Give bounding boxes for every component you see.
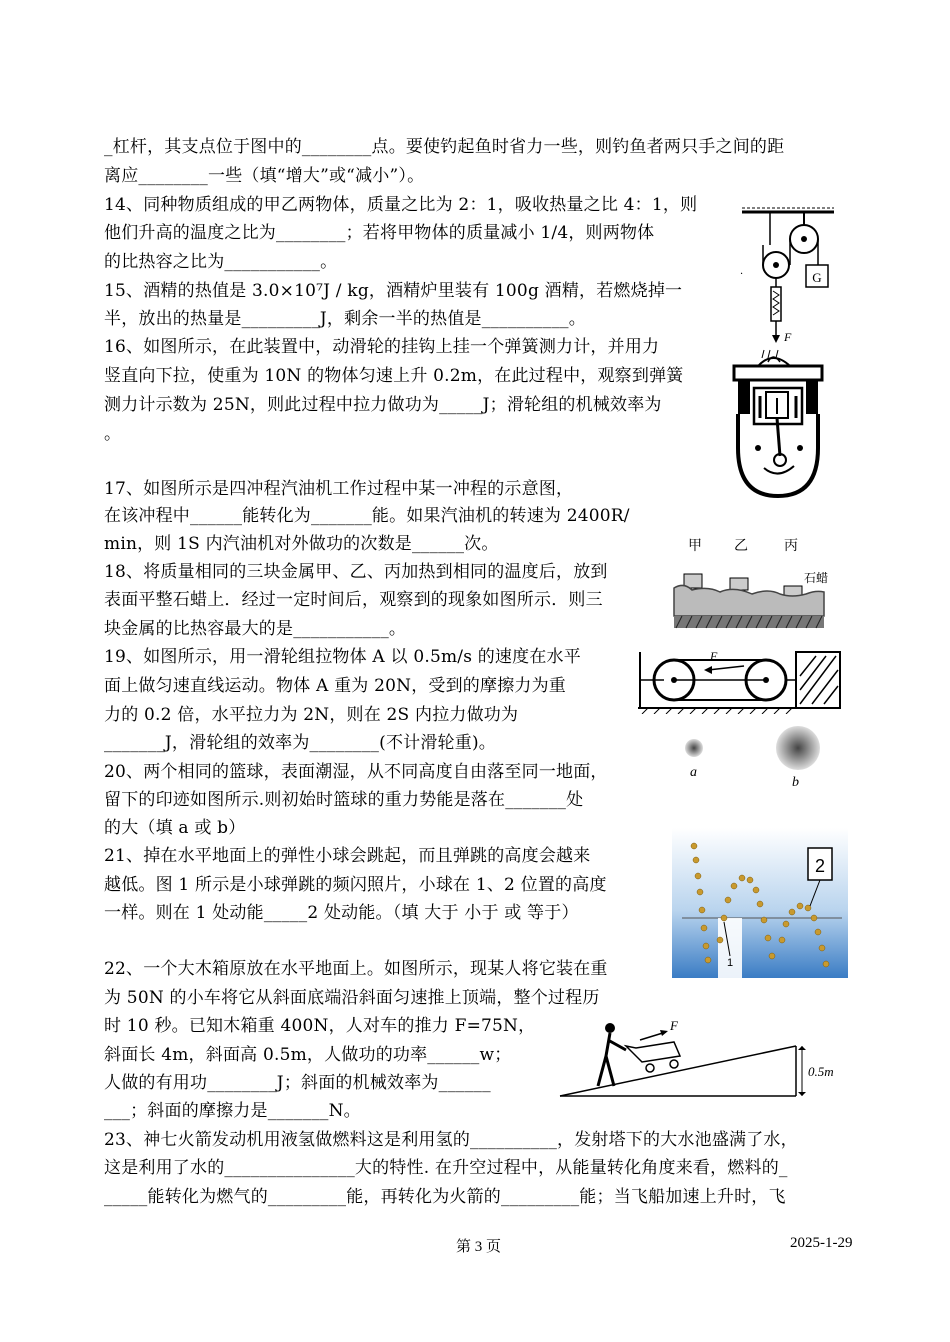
text-line: 19、如图所示，用一滑轮组拉物体 A 以 0.5m/s 的速度在水平 [104,647,581,667]
text-line: 越低。图 1 所示是小球弹跳的频闪照片，小球在 1、2 位置的高度 [104,875,607,895]
text-line: 为 50N 的小车将它从斜面底端沿斜面匀速推上顶端，整个过程历 [104,988,600,1008]
text-line: 15、酒精的热值是 3.0×10⁷J / kg，酒精炉里装有 100g 酒精，若燃烧掉一 [104,281,683,301]
text-line: 22、一个大木箱原放在水平地面上。如图所示，现某人将它装在重 [104,959,608,979]
imprint-label-b: b [792,775,799,790]
text-line: 半，放出的热量是_________J，剩余一半的热值是__________。 [104,309,586,329]
metals-on-wax-figure [672,536,840,632]
text-line: _杠杆，其支点位于图中的________点。要使钓起鱼时省力一些，则钓鱼者两只手之间的距 [104,137,785,157]
position-label-1: 1 [726,957,734,969]
text-line: 23、神七火箭发动机用液氢做燃料这是利用氢的__________，发射塔下的大水池盛满了水， [104,1130,798,1150]
text-line: 时 10 秒。已知木箱重 400N，人对车的推力 F=75N， [104,1016,536,1036]
text-line: _____能转化为燃气的_________能，再转化为火箭的_________能；当飞船加速上升时，飞 [104,1187,786,1207]
pull-force-label: F [710,649,718,663]
text-line: _______J，滑轮组的效率为________(不计滑轮重)。 [104,733,496,753]
text-line: 斜面长 4m，斜面高 0.5m，人做功的功率______w； [104,1045,512,1065]
text-line: 20、两个相同的篮球，表面潮湿，从不同高度自由落至同一地面， [104,762,608,782]
text-line: 力的 0.2 倍，水平拉力为 2N，则在 2S 内拉力做功为 [104,705,519,725]
text-line: 一样。则在 1 处动能_____2 处动能。（填 大于 小于 或 等于） [104,903,579,923]
incline-cart-figure [556,1016,848,1100]
text-line: 。 [104,424,122,444]
page-number: 第 3 页 [456,1239,502,1255]
force-label: F [784,330,792,344]
metal-label-yi: 乙 [734,538,748,554]
text-line: 表面平整石蜡上．经过一定时间后，观察到的现象如图所示．则三 [104,590,603,610]
wax-label: 石蜡 [804,571,829,585]
position-label-2: 2 [814,856,826,876]
text-line: 的大（填 a 或 b） [104,818,246,838]
imprint-label-a: a [690,765,697,780]
text-line: 18、将质量相同的三块金属甲、乙、丙加热到相同的温度后，放到 [104,562,608,582]
text-line: 留下的印迹如图所示.则初始时篮球的重力势能是落在_______处 [104,790,584,810]
text-line: 人做的有用功________J；斜面的机械效率为______ [104,1073,491,1093]
text-line: 14、同种物质组成的甲乙两物体，质量之比为 2：1，吸收热量之比 4：1，则 [104,195,698,215]
pulley-system-figure [740,205,836,345]
text-line: 离应________一些（填“增大”或“减小”）。 [104,166,425,186]
text-line: 块金属的比热容最大的是___________。 [104,619,407,639]
svg-text:·: · [740,269,744,280]
push-force-label: F [670,1018,678,1033]
footer-date: 2025-1-29 [790,1235,853,1251]
text-line: 这是利用了水的_______________大的特性. 在升空过程中，从能量转化角度来看，燃料的_ [104,1158,788,1178]
engine-stroke-figure [728,348,828,500]
metal-label-jia: 甲 [688,538,702,554]
text-line: 他们升高的温度之比为________；若将甲物体的质量减小 1/4，则两物体 [104,223,655,243]
weight-label: G [812,270,822,285]
text-line: min，则 1S 内汽油机对外做功的次数是______次。 [104,534,499,554]
text-line: 竖直向下拉，使重为 10N 的物体匀速上升 0.2m，在此过程中，观察到弹簧 [104,366,684,386]
horizontal-pulley-figure [634,642,844,714]
text-line: 21、掉在水平地面上的弹性小球会跳起，而且弹跳的高度会越来 [104,846,591,866]
metal-label-bing: 丙 [784,538,798,554]
bouncing-ball-figure [672,828,848,978]
text-line: 的比热容之比为___________。 [104,252,338,272]
text-line: 在该冲程中______能转化为_______能。如果汽油机的转速为 2400R/ [104,506,630,526]
text-line: 测力计示数为 25N，则此过程中拉力做功为_____J；滑轮组的机械效率为 [104,395,662,415]
basketball-imprints-figure [680,724,830,790]
text-line: 17、如图所示是四冲程汽油机工作过程中某一冲程的示意图， [104,479,574,499]
text-line: 面上做匀速直线运动。物体 A 重为 20N，受到的摩擦力为重 [104,676,566,696]
text-line: 16、如图所示，在此装置中，动滑轮的挂钩上挂一个弹簧测力计，并用力 [104,337,660,357]
text-line: ___；斜面的摩擦力是_______N。 [104,1101,361,1121]
incline-height-label: 0.5m [808,1064,834,1079]
